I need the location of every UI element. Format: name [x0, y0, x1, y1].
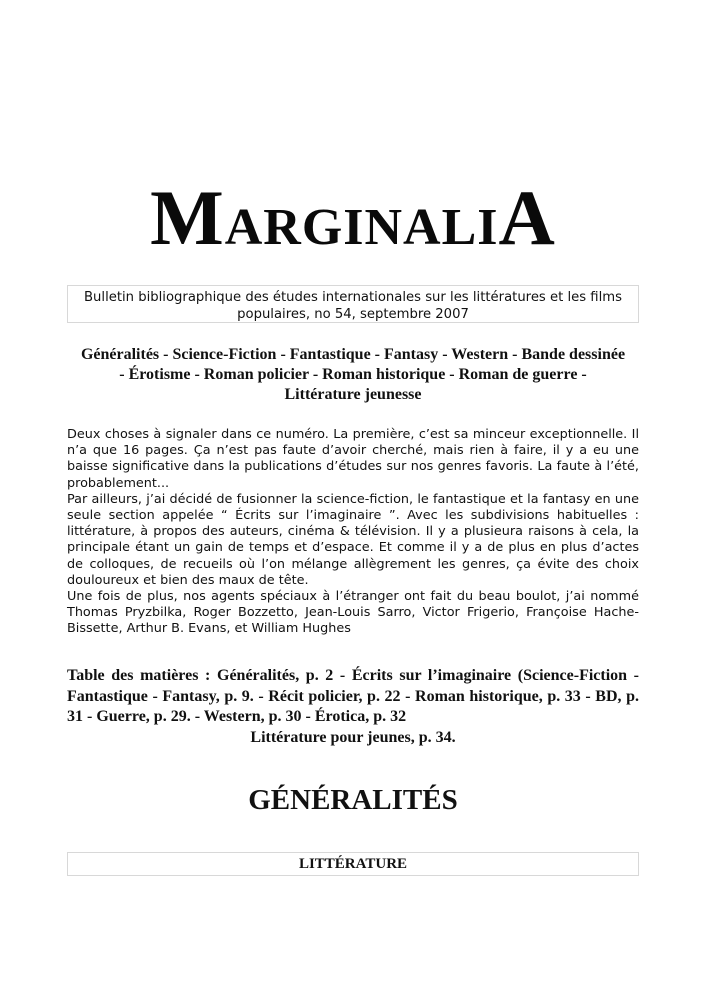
toc-last-line: Littérature pour jeunes, p. 34.: [250, 728, 456, 746]
intro-paragraph-1: Deux choses à signaler dans ce numéro. La première, c’est sa minceur exceptionnelle. Il n’a que 16 pages. Ça n’est pas faute d’avoir cherché, mais rien à faire, il y a eu une baisse significative dans la publications d’études sur nos genres favoris. La faute à l’été, probablement...: [67, 427, 639, 491]
masthead-title: [0, 174, 706, 268]
bulletin-subtitle: Bulletin bibliographique des études internationales sur les littératures et les films populaires, no 54, septembre 2007: [84, 290, 622, 322]
genres-line-1: Généralités - Science-Fiction - Fantastique - Fantasy - Western - Bande dessinée: [80, 346, 626, 363]
toc-main-text: Table des matières : Généralités, p. 2 - Écrits sur l’imaginaire (Science-Fiction - Fantastique - Fantasy, p. 9. - Récit policier, p. 22 - Roman historique, p. 33 - BD, p. 31 - Guerre, p. 29. - Western, p. 30 - Érotica, p. 32: [67, 667, 639, 725]
table-of-contents: [67, 666, 639, 748]
genres-list: [64, 345, 642, 405]
subsection-heading: LITTÉRATURE: [298, 856, 408, 872]
editorial-intro: [67, 427, 639, 638]
genres-line-2: - Érotisme - Roman policier - Roman historique - Roman de guerre -: [119, 366, 587, 383]
genres-line-3: Littérature jeunesse: [284, 386, 422, 403]
intro-paragraph-2: Par ailleurs, j’ai décidé de fusionner la science-fiction, le fantastique et la fantasy en une seule section appelée “ Écrits sur l’imaginaire ”. Avec les subdivisions habituelles : littérature, à propos des auteurs, cinéma & télévision. Il y a plusieura raisons à cela, la principale étant un gain de temps et d’espace. Et comme il y a de plus en plus d’actes de colloques, de recueils où l’on mélange allègrement les genres, ça évite des choix douloureux et bien des maux de tête.: [67, 491, 639, 588]
masthead-initial: M: [150, 174, 225, 261]
intro-paragraph-3: Une fois de plus, nos agents spéciaux à l’étranger ont fait du beau boulot, j’ai nommé Thomas Pryzbilka, Roger Bozzetto, Jean-Louis Sarro, Victor Frigerio, Françoise Hache-Bissette, Arthur B. Evans, et William Hughes: [67, 589, 639, 637]
section-heading: GÉNÉRALITÉS: [248, 784, 458, 816]
masthead-final: A: [498, 174, 556, 261]
bulletin-subtitle-box: [67, 285, 639, 323]
masthead-smallcaps: ARGINALI: [224, 199, 499, 256]
subsection-heading-box: [67, 852, 639, 876]
